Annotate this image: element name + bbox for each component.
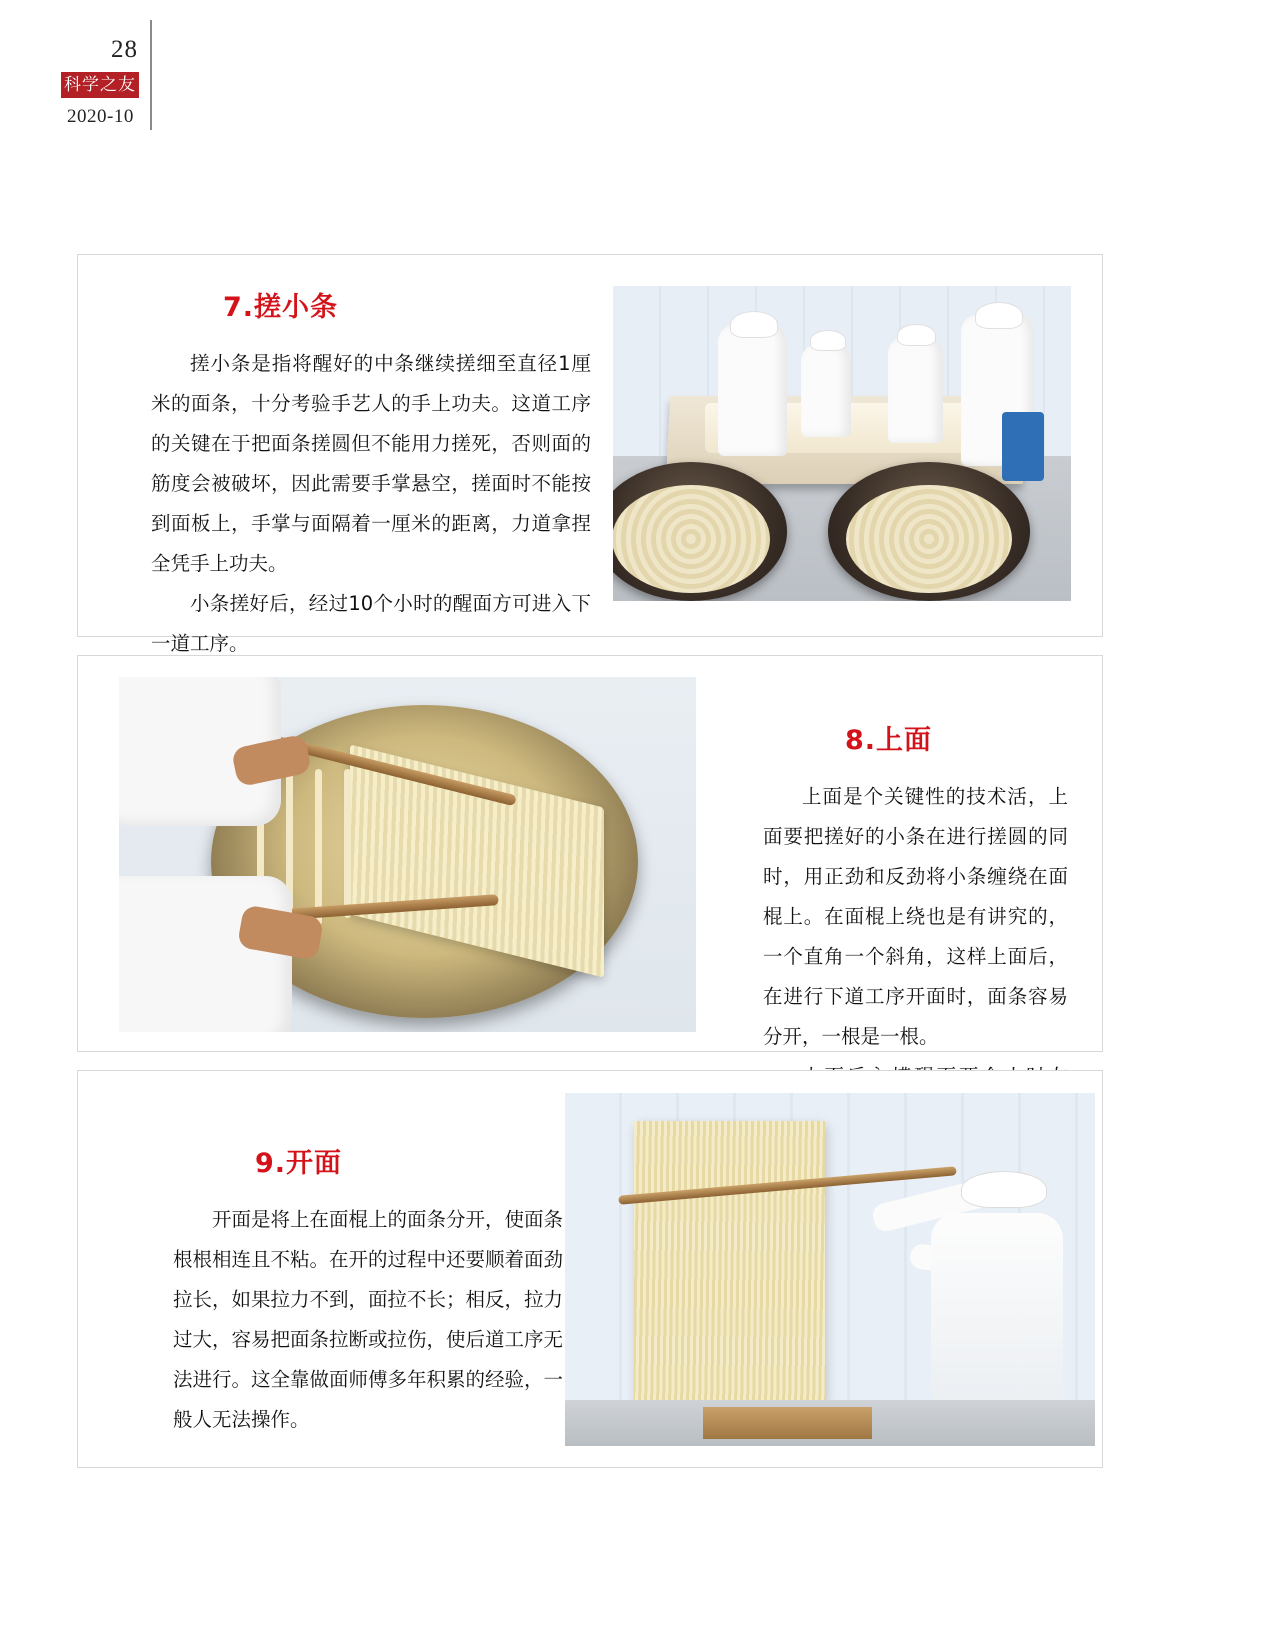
section-9-photo	[565, 1093, 1095, 1446]
section-9-title: 9.开面	[255, 1148, 343, 1179]
section-8-paragraph-1: 上面是个关键性的技术活，上面要把搓好的小条在进行搓圆的同时，用正劲和反劲将小条缠绕在面棍上。在面棍上绕也是有讲究的，一个直角一个斜角，这样上面后，在进行下道工序开面时，面条容易分开，一根是一根。	[763, 785, 1068, 1048]
section-8-title: 8.上面	[845, 725, 933, 756]
magazine-brand: 科学之友	[61, 72, 139, 98]
section-7-paragraph-2: 小条搓好后，经过10个小时的醒面方可进入下一道工序。	[151, 592, 591, 655]
photo-pulling-noodle-curtain	[565, 1093, 1095, 1446]
photo-winding-noodles-on-sticks	[119, 677, 696, 1032]
section-9-paragraph-1: 开面是将上在面棍上的面条分开，使面条根根相连且不粘。在开的过程中还要顺着面劲拉长，如果拉力不到，面拉不长；相反，拉力过大，容易把面条拉断或拉伤，使后道工序无法进行。这全靠做面师傅多年积累的经验，一般人无法操作。	[173, 1208, 564, 1431]
page-folio	[57, 20, 152, 130]
issue-date: 2020-10	[67, 106, 134, 127]
photo-workers-rolling-dough	[613, 286, 1071, 601]
section-card-8	[77, 655, 1103, 1052]
section-9-text-column	[173, 1141, 563, 1440]
page-number: 28	[111, 36, 138, 63]
section-card-7	[77, 254, 1103, 655]
section-7-paragraph-1: 搓小条是指将醒好的中条继续搓细至直径1厘米的面条，十分考验手艺人的手上功夫。这道工序的关键在于把面条搓圆但不能用力搓死，否则面的筋度会被破坏，因此需要手掌悬空，搓面时不能按到面板上，手掌与面隔着一厘米的距离，力道拿捏全凭手上功夫。	[151, 352, 591, 575]
section-8-photo	[119, 677, 696, 1032]
section-card-9	[77, 1070, 1103, 1468]
section-7-text-column	[151, 285, 591, 664]
section-7-title: 7.搓小条	[223, 292, 339, 323]
section-7-photo	[613, 286, 1071, 601]
